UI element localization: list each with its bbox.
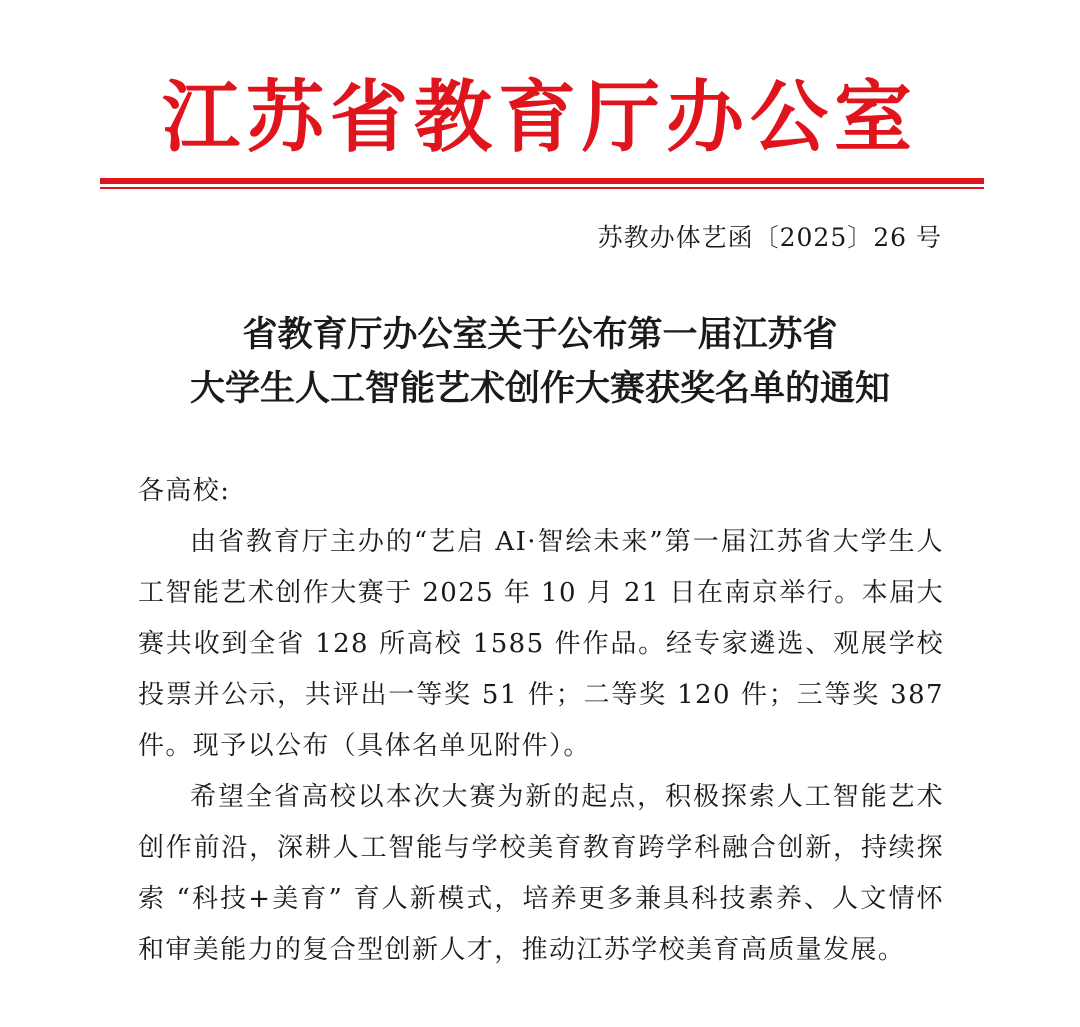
issuing-office-header: 江苏省教育厅办公室: [161, 72, 918, 163]
notice-title-line-2: 大学生人工智能艺术创作大赛获奖名单的通知: [189, 368, 890, 409]
red-header-rule-thick: [100, 178, 984, 184]
document-number: 苏教办体艺函〔2025〕26 号: [597, 223, 942, 252]
notice-title-line-1: 省教育厅办公室关于公布第一届江苏省: [242, 314, 838, 355]
body-paragraph-2: 希望全省高校以本次大赛为新的起点，积极探索人工智能艺术创作前沿，深耕人工智能与学校美育教育跨学科融合创新，持续探索 “科技+美育” 育人新模式，培养更多兼具科技素养、人文情怀和审美能力的复合型创新人才，推动江苏学校美育高质量发展。: [138, 782, 944, 965]
red-header-rule-thin: [100, 187, 984, 189]
notice-body: [138, 466, 944, 976]
notice-title: [100, 308, 980, 416]
salutation: 各高校:: [138, 476, 231, 506]
body-paragraph-1: 由省教育厅主办的“艺启 AI·智绘未来”第一届江苏省大学生人工智能艺术创作大赛于 2025 年 10 月 21 日在南京举行。本届大赛共收到全省 128 所高校 1585 件作品。经专家遴选、观展学校投票并公示，共评出一等奖 51 件；二等奖 120 件；三等奖 387 件。现予以公布（具体名单见附件）。: [138, 527, 944, 761]
